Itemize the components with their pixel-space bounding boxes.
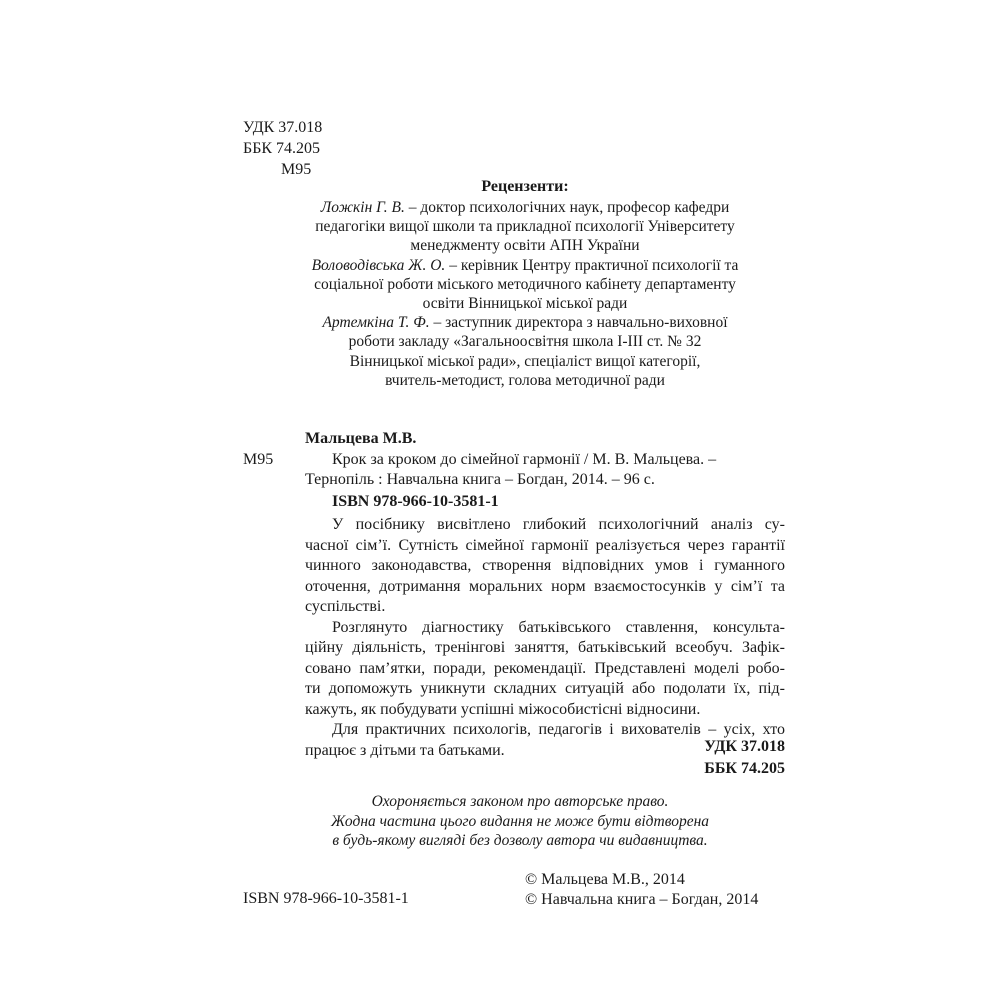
annotation-line: Для практичних психологів, педагогів і вихователів – усіх, хто xyxy=(332,721,785,738)
reviewer-text: соціальної роботи міського методичного кабінету департаменту xyxy=(314,275,736,293)
reviewers-lines xyxy=(290,198,760,390)
reviewer-text: – керівник Центру практичної психології та xyxy=(445,256,739,274)
reviewer-text: освіти Вінницької міської ради xyxy=(422,295,628,313)
annotation-line: працює з дітьми та батьками. xyxy=(305,741,505,759)
reviewer-text: Вінницької міської ради», спеціаліст вищої категорії, xyxy=(349,352,701,370)
author-mark-bibliographic: М95 xyxy=(243,451,274,468)
reviewer-text: вчитель-методист, голова методичної ради xyxy=(385,371,665,389)
copyright-holders xyxy=(525,870,758,909)
reviewer-line xyxy=(290,371,760,390)
copyright-notice-line: Жодна частина цього видання не може бути відтворена xyxy=(330,812,710,830)
reviewer-text: – заступник директора з навчально-виховної xyxy=(429,314,728,332)
reviewer-text: менеджменту освіти АПН України xyxy=(410,237,640,255)
reviewers-title: Рецензенти: xyxy=(481,178,569,195)
reviewer-name: Ложкін Г. В. xyxy=(320,199,405,216)
copyright-notice-line: в будь-якому вигляді без дозволу автора чи видавництва. xyxy=(332,832,708,849)
author-mark: М95 xyxy=(281,161,312,178)
isbn-footer: ISBN 978-966-10-3581-1 xyxy=(243,890,409,907)
book-author: Мальцева М.В. xyxy=(305,430,417,447)
annotation-line: ційну діяльність, тренінгові заняття, батьківський всеобуч. Зафік- xyxy=(305,639,785,656)
reviewer-line xyxy=(290,294,760,313)
reviewer-line xyxy=(290,352,760,371)
reviewer-line xyxy=(290,313,760,332)
isbn-bibliographic: ISBN 978-966-10-3581-1 xyxy=(332,493,499,510)
reviewer-text: – доктор психологічних наук, професор кафедри xyxy=(404,199,730,216)
classification-codes-bottom xyxy=(704,736,785,780)
reviewer-line xyxy=(290,236,760,255)
reviewer-line xyxy=(290,275,760,294)
annotation-line: оточення, дотримання моральних норм взаємостосунків у сім’ї та xyxy=(305,577,785,595)
reviewer-name: Артемкіна Т. Ф. xyxy=(322,314,430,332)
annotation-line: У посібнику висвітлено глибокий психологічний аналіз су- xyxy=(332,516,785,533)
annotation-paragraph xyxy=(305,618,785,721)
annotation-line: кажуть, як побудувати успішні міжособистісні відносини. xyxy=(305,700,701,718)
annotation-line: ти допоможуть уникнути складних ситуацій або подолати їх, під- xyxy=(305,680,785,697)
copyright-notice-line: Охороняється законом про авторське право. xyxy=(371,793,669,810)
reviewer-line xyxy=(290,198,760,217)
reviewer-line xyxy=(290,256,760,275)
annotation-line: суспільстві. xyxy=(305,598,386,615)
udk-code-bottom: УДК 37.018 xyxy=(704,738,785,755)
annotation-line: совано пам’ятки, поради, рекомендації. Представлені моделі робо- xyxy=(305,659,785,677)
reviewer-name: Воловодівська Ж. О. xyxy=(311,256,446,274)
reviewer-text: роботи закладу «Загальноосвітня школа І-ІІІ ст. № 32 xyxy=(348,333,702,351)
bbk-code: ББК 74.205 xyxy=(243,140,321,157)
bibliographic-line-2: Тернопіль : Навчальна книга – Богдан, 2014. – 96 с. xyxy=(305,471,655,488)
bbk-code-bottom: ББК 74.205 xyxy=(704,760,785,777)
reviewers-block xyxy=(290,176,760,390)
annotation-line: Розглянуто діагностику батьківського ставлення, консульта- xyxy=(332,618,785,636)
annotation-line: чинного законодавства, створення відповідних умов і гуманного xyxy=(305,557,785,574)
classification-codes xyxy=(243,117,322,180)
bibliographic-line-1: Крок за кроком до сімейної гармонії / М. В. Мальцева. – xyxy=(332,451,717,468)
udk-code: УДК 37.018 xyxy=(243,119,323,136)
annotation-paragraph xyxy=(305,515,785,618)
copyright-author: © Мальцева М.В., 2014 xyxy=(525,871,685,888)
copyright-notice xyxy=(330,792,710,851)
reviewer-line xyxy=(290,332,760,351)
reviewer-line xyxy=(290,217,760,236)
reviewer-text: педагогіки вищої школи та прикладної психології Університету xyxy=(315,218,735,236)
copyright-publisher: © Навчальна книга – Богдан, 2014 xyxy=(525,890,759,908)
annotation-line: часної сім’ї. Сутність сімейної гармонії реалізується через гарантії xyxy=(305,536,785,554)
annotation xyxy=(305,515,785,761)
